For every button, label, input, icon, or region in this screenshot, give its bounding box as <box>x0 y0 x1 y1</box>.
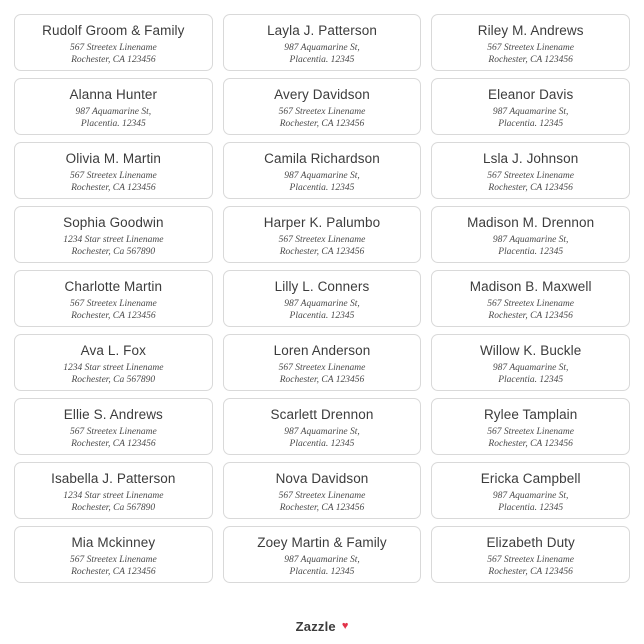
address-label-line2: Rochester, CA 123456 <box>488 439 573 449</box>
address-label-line1: 987 Aquamarine St, <box>284 555 360 565</box>
address-label-card[interactable] <box>431 270 630 327</box>
address-label-line2: Rochester, Ca 567890 <box>71 503 156 513</box>
address-label-card[interactable] <box>223 14 422 71</box>
address-label-card[interactable] <box>14 270 213 327</box>
address-label-card[interactable] <box>431 334 630 391</box>
address-label-line2: Placentia. 12345 <box>498 503 564 513</box>
address-label-line2: Placentia. 12345 <box>289 55 355 65</box>
address-label-name: Isabella J. Patterson <box>51 471 176 486</box>
address-label-name: Ericka Campbell <box>480 471 581 486</box>
address-label-line1: 567 Streetex Linename <box>278 491 366 501</box>
address-label-card[interactable] <box>14 206 213 263</box>
address-label-line2: Rochester, CA 123456 <box>71 311 156 321</box>
address-label-name: Layla J. Patterson <box>267 23 377 38</box>
address-label-line2: Rochester, Ca 567890 <box>71 247 156 257</box>
address-label-name: Lsla J. Johnson <box>483 151 579 166</box>
address-label-name: Zoey Martin & Family <box>257 535 387 550</box>
address-label-line1: 567 Streetex Linename <box>69 299 157 309</box>
address-label-name: Rudolf Groom & Family <box>42 23 185 38</box>
footer-branding <box>0 619 644 634</box>
address-label-card[interactable] <box>431 462 630 519</box>
label-grid <box>14 14 630 583</box>
address-label-card[interactable] <box>223 462 422 519</box>
address-label-card[interactable] <box>431 206 630 263</box>
address-label-line1: 567 Streetex Linename <box>487 43 575 53</box>
address-label-line2: Placentia. 12345 <box>289 311 355 321</box>
address-label-line1: 567 Streetex Linename <box>69 427 157 437</box>
address-label-name: Madison M. Drennon <box>467 215 595 230</box>
address-label-line2: Rochester, CA 123456 <box>488 567 573 577</box>
address-label-card[interactable] <box>223 142 422 199</box>
address-label-name: Alanna Hunter <box>69 87 158 102</box>
address-label-name: Lilly L. Conners <box>274 279 370 294</box>
zazzle-wordmark: Zazzle <box>295 619 336 634</box>
address-label-name: Nova Davidson <box>275 471 369 486</box>
address-label-name: Eleanor Davis <box>487 87 574 102</box>
address-label-name: Ellie S. Andrews <box>63 407 163 422</box>
heart-icon: ♥ <box>341 620 349 632</box>
address-label-line1: 567 Streetex Linename <box>487 171 575 181</box>
address-label-line2: Placentia. 12345 <box>289 567 355 577</box>
address-label-card[interactable] <box>431 398 630 455</box>
address-label-name: Ava L. Fox <box>80 343 146 358</box>
address-label-line1: 567 Streetex Linename <box>487 299 575 309</box>
address-label-line2: Rochester, CA 123456 <box>488 311 573 321</box>
address-label-line2: Rochester, CA 123456 <box>279 247 365 257</box>
address-label-line2: Rochester, CA 123456 <box>71 55 156 65</box>
address-label-line1: 567 Streetex Linename <box>69 43 157 53</box>
address-label-line2: Placentia. 12345 <box>289 439 355 449</box>
address-label-name: Scarlett Drennon <box>270 407 374 422</box>
address-label-card[interactable] <box>14 526 213 583</box>
address-label-name: Mia Mckinney <box>71 535 156 550</box>
address-label-line1: 987 Aquamarine St, <box>492 107 569 117</box>
address-label-name: Loren Anderson <box>273 343 371 358</box>
address-label-card[interactable] <box>431 78 630 135</box>
address-label-name: Rylee Tamplain <box>483 407 578 422</box>
address-label-name: Charlotte Martin <box>64 279 163 294</box>
address-label-card[interactable] <box>223 78 422 135</box>
address-label-line1: 567 Streetex Linename <box>278 235 366 245</box>
address-label-line2: Rochester, CA 123456 <box>279 375 365 385</box>
address-label-card[interactable] <box>14 14 213 71</box>
address-label-card[interactable] <box>223 334 422 391</box>
address-label-line1: 567 Streetex Linename <box>487 555 575 565</box>
address-label-line1: 987 Aquamarine St, <box>492 235 569 245</box>
address-label-line2: Rochester, CA 123456 <box>71 439 156 449</box>
address-label-name: Camila Richardson <box>264 151 380 166</box>
address-label-name: Sophia Goodwin <box>63 215 164 230</box>
address-label-line2: Rochester, Ca 567890 <box>71 375 156 385</box>
address-label-line1: 987 Aquamarine St, <box>492 363 569 373</box>
address-label-name: Elizabeth Duty <box>486 535 575 550</box>
address-label-card[interactable] <box>223 398 422 455</box>
address-label-name: Harper K. Palumbo <box>263 215 381 230</box>
address-label-name: Willow K. Buckle <box>479 343 582 358</box>
address-label-line1: 567 Streetex Linename <box>278 363 366 373</box>
address-label-line2: Placentia. 12345 <box>498 375 564 385</box>
address-label-line2: Rochester, CA 123456 <box>488 183 573 193</box>
address-label-line2: Placentia. 12345 <box>498 247 564 257</box>
address-label-name: Riley M. Andrews <box>477 23 584 38</box>
address-label-line2: Rochester, CA 123456 <box>279 119 365 129</box>
address-label-line1: 987 Aquamarine St, <box>75 107 152 117</box>
address-label-card[interactable] <box>223 526 422 583</box>
address-label-card[interactable] <box>431 526 630 583</box>
address-label-name: Avery Davidson <box>274 87 370 102</box>
address-label-card[interactable] <box>14 462 213 519</box>
address-label-line2: Placentia. 12345 <box>289 183 355 193</box>
address-label-line1: 567 Streetex Linename <box>69 555 157 565</box>
address-label-card[interactable] <box>223 270 422 327</box>
address-label-line1: 987 Aquamarine St, <box>284 427 360 437</box>
address-label-line2: Rochester, CA 123456 <box>279 503 365 513</box>
address-label-line1: 987 Aquamarine St, <box>284 171 360 181</box>
address-label-card[interactable] <box>14 142 213 199</box>
address-label-line1: 987 Aquamarine St, <box>492 491 569 501</box>
address-label-line1: 1234 Star street Linename <box>63 363 164 373</box>
address-label-line2: Rochester, CA 123456 <box>71 567 156 577</box>
address-label-name: Madison B. Maxwell <box>469 279 592 294</box>
address-label-card[interactable] <box>431 142 630 199</box>
address-label-line2: Placentia. 12345 <box>80 119 146 129</box>
address-label-line1: 567 Streetex Linename <box>487 427 575 437</box>
address-label-line1: 567 Streetex Linename <box>278 107 366 117</box>
address-label-line2: Rochester, CA 123456 <box>71 183 156 193</box>
address-label-card[interactable] <box>223 206 422 263</box>
address-label-line1: 1234 Star street Linename <box>63 235 164 245</box>
address-label-name: Olivia M. Martin <box>65 151 162 166</box>
address-label-line1: 987 Aquamarine St, <box>284 43 360 53</box>
address-label-line2: Rochester, CA 123456 <box>488 55 573 65</box>
address-label-card[interactable] <box>14 334 213 391</box>
address-label-card[interactable] <box>431 14 630 71</box>
address-label-line2: Placentia. 12345 <box>498 119 564 129</box>
address-label-card[interactable] <box>14 398 213 455</box>
address-label-line1: 1234 Star street Linename <box>63 491 164 501</box>
address-label-line1: 567 Streetex Linename <box>69 171 157 181</box>
address-label-line1: 987 Aquamarine St, <box>284 299 360 309</box>
address-label-card[interactable] <box>14 78 213 135</box>
